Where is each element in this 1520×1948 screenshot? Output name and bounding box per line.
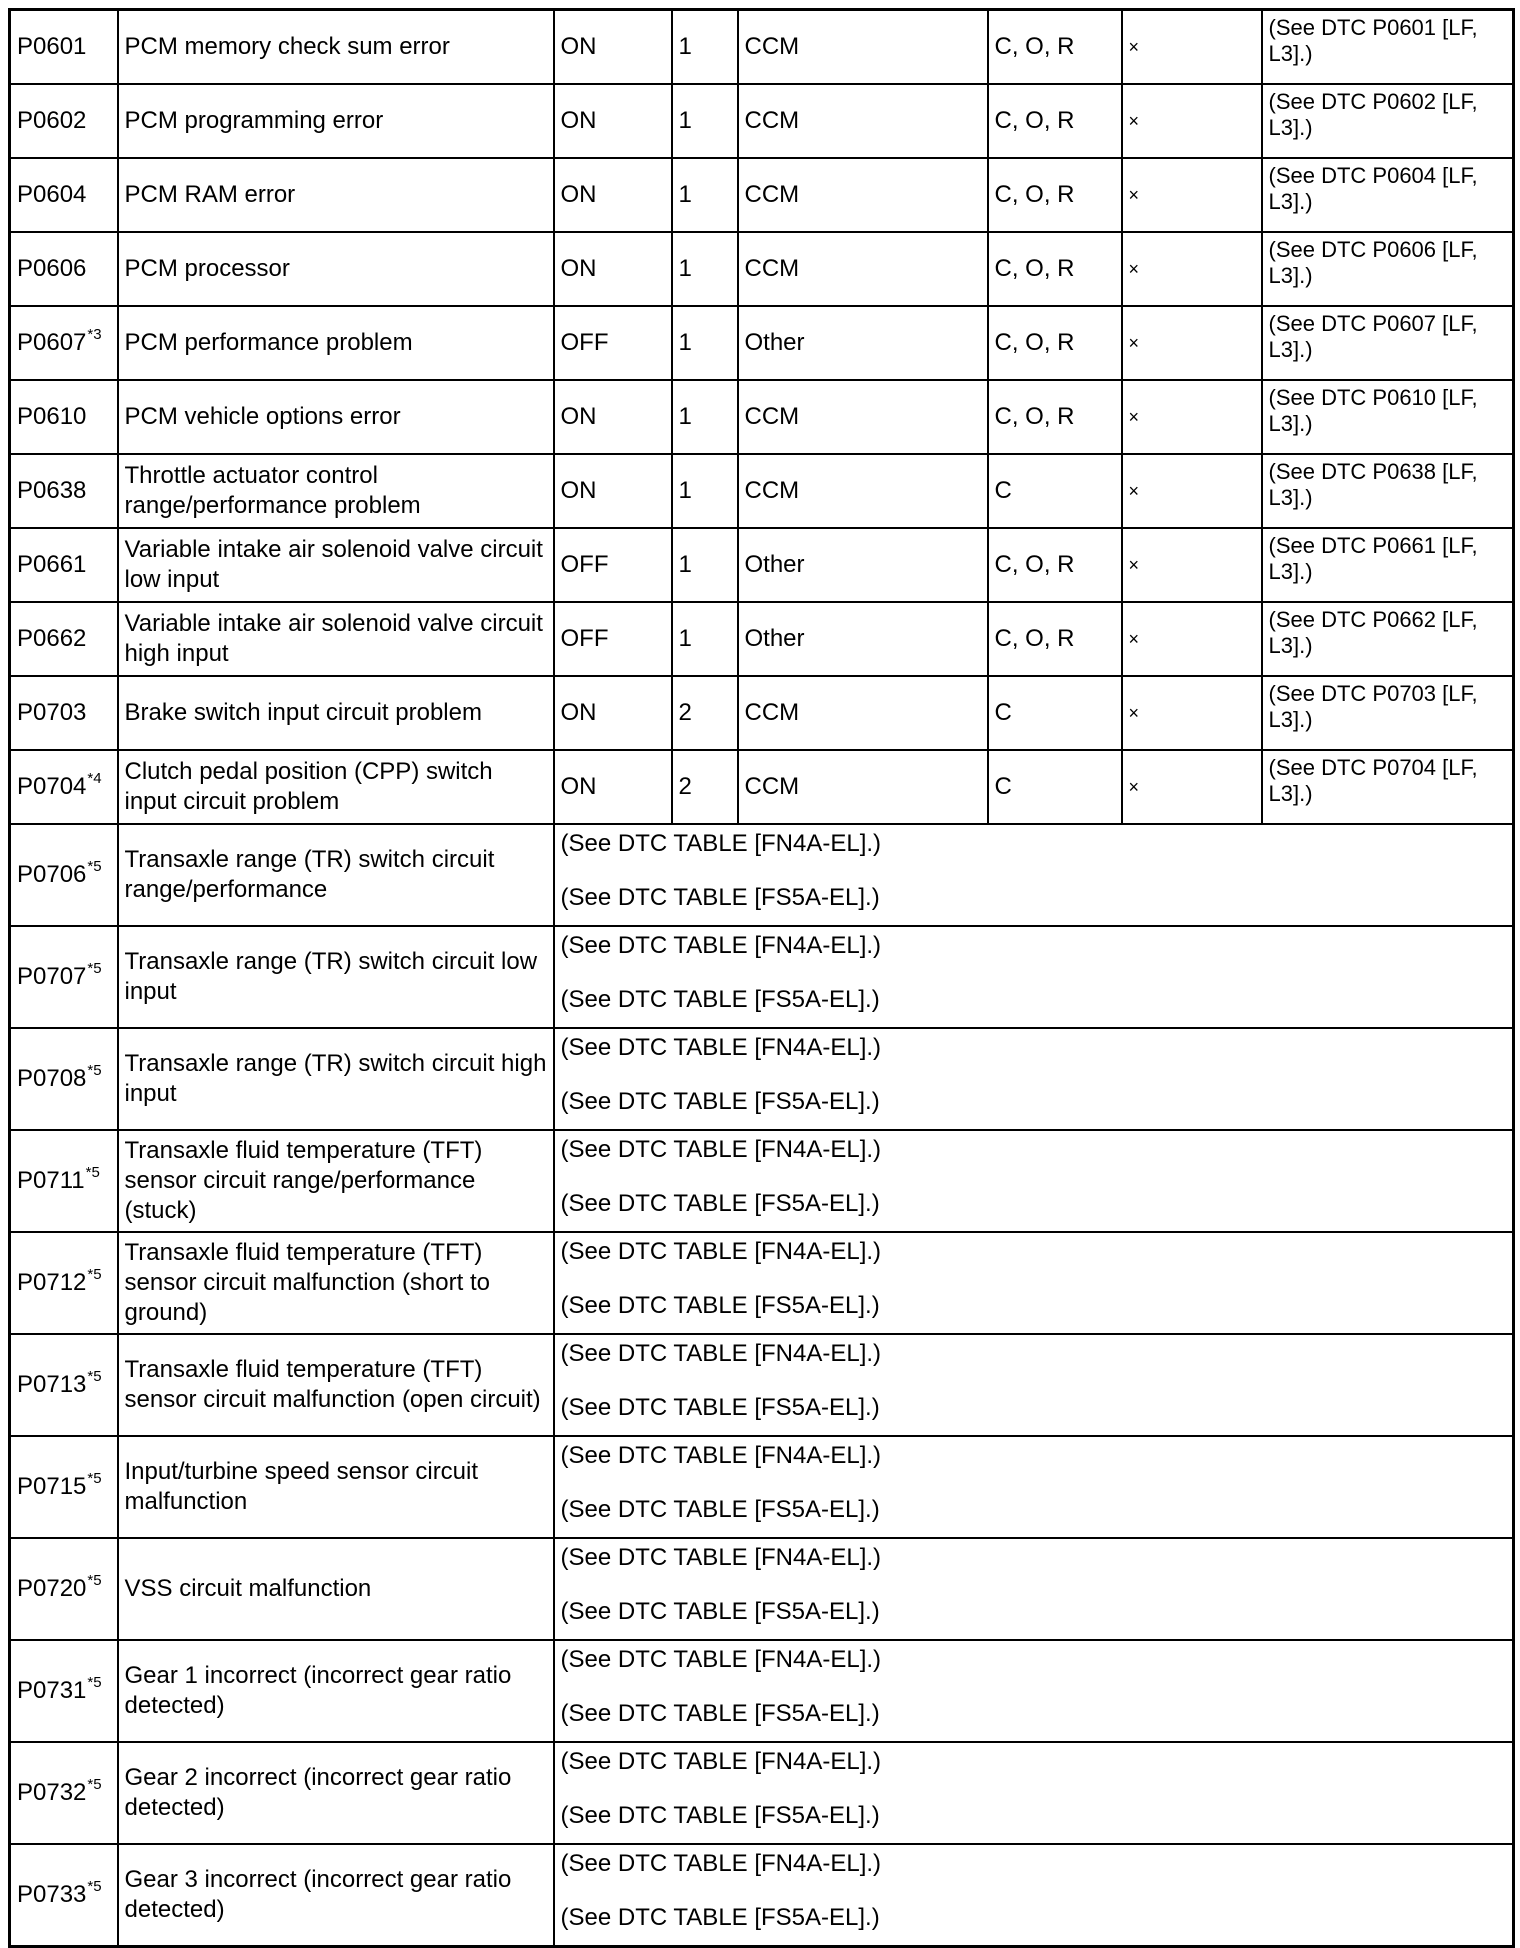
dtc-code: P0733$^{*5}$ bbox=[10, 1844, 118, 1947]
monitor-item: CCM bbox=[738, 750, 988, 824]
dtc-code: P0601 bbox=[10, 10, 118, 85]
dtc-description: Transaxle range (TR) switch circuit range/performance bbox=[118, 824, 554, 926]
memory-function: C, O, R bbox=[988, 158, 1122, 232]
monitor-item: Other bbox=[738, 602, 988, 676]
table-row bbox=[10, 1844, 1514, 1947]
monitor-item: Other bbox=[738, 528, 988, 602]
mil-status: ON bbox=[554, 380, 672, 454]
mil-status: ON bbox=[554, 454, 672, 528]
dtc-code: P0638 bbox=[10, 454, 118, 528]
monitor-item: CCM bbox=[738, 676, 988, 750]
mil-status: ON bbox=[554, 84, 672, 158]
memory-function: C, O, R bbox=[988, 528, 1122, 602]
reference-link[interactable]: (See DTC P0604 [LF, L3].) bbox=[1262, 158, 1514, 232]
dtc-table-references bbox=[554, 1334, 1514, 1436]
drive-cycle: 1 bbox=[672, 10, 738, 85]
dtc-code: P0731$^{*5}$ bbox=[10, 1640, 118, 1742]
table-row bbox=[10, 1130, 1514, 1232]
mil-status: ON bbox=[554, 158, 672, 232]
reference-link-fn4a[interactable]: (See DTC TABLE [FN4A-EL].) bbox=[560, 1748, 882, 1775]
reference-link-fs5a[interactable]: (See DTC TABLE [FS5A-EL].) bbox=[560, 1700, 880, 1727]
dtc-table-references bbox=[554, 1742, 1514, 1844]
reference-link-fn4a[interactable]: (See DTC TABLE [FN4A-EL].) bbox=[560, 1136, 882, 1163]
dtc-description: Transaxle fluid temperature (TFT) sensor circuit range/performance (stuck) bbox=[118, 1130, 554, 1232]
table-row bbox=[10, 380, 1514, 454]
dtc-code: P0703 bbox=[10, 676, 118, 750]
dtc-code: P0720$^{*5}$ bbox=[10, 1538, 118, 1640]
monitor-item: CCM bbox=[738, 380, 988, 454]
dtc-table-references bbox=[554, 926, 1514, 1028]
cross-mark: × bbox=[1122, 306, 1262, 380]
dtc-code: P0604 bbox=[10, 158, 118, 232]
dtc-code: P0607$^{*3}$ bbox=[10, 306, 118, 380]
memory-function: C bbox=[988, 750, 1122, 824]
reference-link-fn4a[interactable]: (See DTC TABLE [FN4A-EL].) bbox=[560, 1238, 882, 1265]
dtc-description: Variable intake air solenoid valve circuit high input bbox=[118, 602, 554, 676]
cross-mark: × bbox=[1122, 84, 1262, 158]
dtc-description: Transaxle fluid temperature (TFT) sensor circuit malfunction (short to ground) bbox=[118, 1232, 554, 1334]
table-row bbox=[10, 84, 1514, 158]
reference-link[interactable]: (See DTC P0662 [LF, L3].) bbox=[1262, 602, 1514, 676]
monitor-item: CCM bbox=[738, 158, 988, 232]
dtc-code: P0661 bbox=[10, 528, 118, 602]
drive-cycle: 1 bbox=[672, 306, 738, 380]
memory-function: C, O, R bbox=[988, 602, 1122, 676]
table-row bbox=[10, 1334, 1514, 1436]
table-row bbox=[10, 1742, 1514, 1844]
dtc-description: Brake switch input circuit problem bbox=[118, 676, 554, 750]
reference-link-fs5a[interactable]: (See DTC TABLE [FS5A-EL].) bbox=[560, 986, 880, 1013]
reference-link-fn4a[interactable]: (See DTC TABLE [FN4A-EL].) bbox=[560, 1340, 882, 1367]
dtc-description: PCM processor bbox=[118, 232, 554, 306]
reference-link-fs5a[interactable]: (See DTC TABLE [FS5A-EL].) bbox=[560, 1496, 880, 1523]
mil-status: OFF bbox=[554, 602, 672, 676]
dtc-description: PCM performance problem bbox=[118, 306, 554, 380]
drive-cycle: 1 bbox=[672, 528, 738, 602]
mil-status: ON bbox=[554, 10, 672, 85]
dtc-description: Variable intake air solenoid valve circuit low input bbox=[118, 528, 554, 602]
dtc-description: PCM programming error bbox=[118, 84, 554, 158]
cross-mark: × bbox=[1122, 602, 1262, 676]
reference-link[interactable]: (See DTC P0704 [LF, L3].) bbox=[1262, 750, 1514, 824]
dtc-description: Gear 1 incorrect (incorrect gear ratio detected) bbox=[118, 1640, 554, 1742]
dtc-description: Clutch pedal position (CPP) switch input circuit problem bbox=[118, 750, 554, 824]
dtc-table bbox=[8, 8, 1515, 1948]
mil-status: OFF bbox=[554, 306, 672, 380]
dtc-table-references bbox=[554, 1844, 1514, 1947]
dtc-code: P0704$^{*4}$ bbox=[10, 750, 118, 824]
table-row bbox=[10, 158, 1514, 232]
table-row bbox=[10, 824, 1514, 926]
table-row bbox=[10, 1232, 1514, 1334]
cross-mark: × bbox=[1122, 454, 1262, 528]
dtc-description: Gear 3 incorrect (incorrect gear ratio detected) bbox=[118, 1844, 554, 1947]
table-row bbox=[10, 750, 1514, 824]
reference-link[interactable]: (See DTC P0703 [LF, L3].) bbox=[1262, 676, 1514, 750]
reference-link[interactable]: (See DTC P0661 [LF, L3].) bbox=[1262, 528, 1514, 602]
monitor-item: CCM bbox=[738, 10, 988, 85]
reference-link-fs5a[interactable]: (See DTC TABLE [FS5A-EL].) bbox=[560, 1292, 880, 1319]
cross-mark: × bbox=[1122, 158, 1262, 232]
cross-mark: × bbox=[1122, 750, 1262, 824]
table-row bbox=[10, 1538, 1514, 1640]
reference-link-fs5a[interactable]: (See DTC TABLE [FS5A-EL].) bbox=[560, 1394, 880, 1421]
table-row bbox=[10, 528, 1514, 602]
cross-mark: × bbox=[1122, 10, 1262, 85]
dtc-description: VSS circuit malfunction bbox=[118, 1538, 554, 1640]
dtc-code: P0712$^{*5}$ bbox=[10, 1232, 118, 1334]
table-row bbox=[10, 10, 1514, 85]
dtc-description: Transaxle range (TR) switch circuit high input bbox=[118, 1028, 554, 1130]
reference-link-fn4a[interactable]: (See DTC TABLE [FN4A-EL].) bbox=[560, 830, 882, 857]
dtc-table-references bbox=[554, 1538, 1514, 1640]
dtc-description: Transaxle range (TR) switch circuit low input bbox=[118, 926, 554, 1028]
reference-link-fs5a[interactable]: (See DTC TABLE [FS5A-EL].) bbox=[560, 1904, 880, 1931]
reference-link-fn4a[interactable]: (See DTC TABLE [FN4A-EL].) bbox=[560, 932, 882, 959]
memory-function: C bbox=[988, 454, 1122, 528]
dtc-description: Input/turbine speed sensor circuit malfunction bbox=[118, 1436, 554, 1538]
table-row bbox=[10, 232, 1514, 306]
reference-link[interactable]: (See DTC P0610 [LF, L3].) bbox=[1262, 380, 1514, 454]
reference-link[interactable]: (See DTC P0606 [LF, L3].) bbox=[1262, 232, 1514, 306]
dtc-code: P0610 bbox=[10, 380, 118, 454]
table-row bbox=[10, 926, 1514, 1028]
dtc-table-sheet bbox=[8, 8, 1512, 1948]
reference-link-fn4a[interactable]: (See DTC TABLE [FN4A-EL].) bbox=[560, 1850, 882, 1877]
table-row bbox=[10, 1640, 1514, 1742]
dtc-table-references bbox=[554, 1436, 1514, 1538]
monitor-item: CCM bbox=[738, 232, 988, 306]
dtc-description: PCM RAM error bbox=[118, 158, 554, 232]
mil-status: OFF bbox=[554, 528, 672, 602]
dtc-description: Transaxle fluid temperature (TFT) sensor circuit malfunction (open circuit) bbox=[118, 1334, 554, 1436]
memory-function: C, O, R bbox=[988, 10, 1122, 85]
reference-link-fn4a[interactable]: (See DTC TABLE [FN4A-EL].) bbox=[560, 1646, 882, 1673]
reference-link-fs5a[interactable]: (See DTC TABLE [FS5A-EL].) bbox=[560, 1190, 880, 1217]
monitor-item: CCM bbox=[738, 84, 988, 158]
cross-mark: × bbox=[1122, 380, 1262, 454]
dtc-code: P0602 bbox=[10, 84, 118, 158]
reference-link-fn4a[interactable]: (See DTC TABLE [FN4A-EL].) bbox=[560, 1034, 882, 1061]
mil-status: ON bbox=[554, 232, 672, 306]
dtc-code: P0606 bbox=[10, 232, 118, 306]
dtc-description: PCM vehicle options error bbox=[118, 380, 554, 454]
cross-mark: × bbox=[1122, 528, 1262, 602]
memory-function: C, O, R bbox=[988, 232, 1122, 306]
dtc-table-references bbox=[554, 1028, 1514, 1130]
drive-cycle: 2 bbox=[672, 750, 738, 824]
dtc-table-references bbox=[554, 1232, 1514, 1334]
table-row bbox=[10, 306, 1514, 380]
drive-cycle: 1 bbox=[672, 84, 738, 158]
dtc-table-references bbox=[554, 1640, 1514, 1742]
reference-link[interactable]: (See DTC P0602 [LF, L3].) bbox=[1262, 84, 1514, 158]
cross-mark: × bbox=[1122, 676, 1262, 750]
dtc-description: Gear 2 incorrect (incorrect gear ratio detected) bbox=[118, 1742, 554, 1844]
dtc-code: P0707$^{*5}$ bbox=[10, 926, 118, 1028]
mil-status: ON bbox=[554, 676, 672, 750]
reference-link[interactable]: (See DTC P0601 [LF, L3].) bbox=[1262, 10, 1514, 85]
dtc-code: P0708$^{*5}$ bbox=[10, 1028, 118, 1130]
mil-status: ON bbox=[554, 750, 672, 824]
reference-link-fn4a[interactable]: (See DTC TABLE [FN4A-EL].) bbox=[560, 1442, 882, 1469]
memory-function: C, O, R bbox=[988, 84, 1122, 158]
monitor-item: CCM bbox=[738, 454, 988, 528]
drive-cycle: 1 bbox=[672, 602, 738, 676]
table-row bbox=[10, 1436, 1514, 1538]
dtc-code: P0662 bbox=[10, 602, 118, 676]
dtc-table-references bbox=[554, 1130, 1514, 1232]
reference-link-fn4a[interactable]: (See DTC TABLE [FN4A-EL].) bbox=[560, 1544, 882, 1571]
dtc-table-references bbox=[554, 824, 1514, 926]
dtc-description: PCM memory check sum error bbox=[118, 10, 554, 85]
drive-cycle: 1 bbox=[672, 380, 738, 454]
reference-link-fs5a[interactable]: (See DTC TABLE [FS5A-EL].) bbox=[560, 1598, 880, 1625]
reference-link-fs5a[interactable]: (See DTC TABLE [FS5A-EL].) bbox=[560, 1088, 880, 1115]
table-row bbox=[10, 454, 1514, 528]
reference-link-fs5a[interactable]: (See DTC TABLE [FS5A-EL].) bbox=[560, 884, 880, 911]
dtc-code: P0706$^{*5}$ bbox=[10, 824, 118, 926]
dtc-code: P0711$^{*5}$ bbox=[10, 1130, 118, 1232]
drive-cycle: 1 bbox=[672, 454, 738, 528]
reference-link-fs5a[interactable]: (See DTC TABLE [FS5A-EL].) bbox=[560, 1802, 880, 1829]
table-row bbox=[10, 1028, 1514, 1130]
dtc-code: P0732$^{*5}$ bbox=[10, 1742, 118, 1844]
dtc-description: Throttle actuator control range/performance problem bbox=[118, 454, 554, 528]
drive-cycle: 1 bbox=[672, 158, 738, 232]
table-row bbox=[10, 602, 1514, 676]
cross-mark: × bbox=[1122, 232, 1262, 306]
memory-function: C, O, R bbox=[988, 306, 1122, 380]
dtc-code: P0713$^{*5}$ bbox=[10, 1334, 118, 1436]
drive-cycle: 1 bbox=[672, 232, 738, 306]
monitor-item: Other bbox=[738, 306, 988, 380]
reference-link[interactable]: (See DTC P0607 [LF, L3].) bbox=[1262, 306, 1514, 380]
table-row bbox=[10, 676, 1514, 750]
reference-link[interactable]: (See DTC P0638 [LF, L3].) bbox=[1262, 454, 1514, 528]
dtc-code: P0715$^{*5}$ bbox=[10, 1436, 118, 1538]
drive-cycle: 2 bbox=[672, 676, 738, 750]
memory-function: C, O, R bbox=[988, 380, 1122, 454]
memory-function: C bbox=[988, 676, 1122, 750]
